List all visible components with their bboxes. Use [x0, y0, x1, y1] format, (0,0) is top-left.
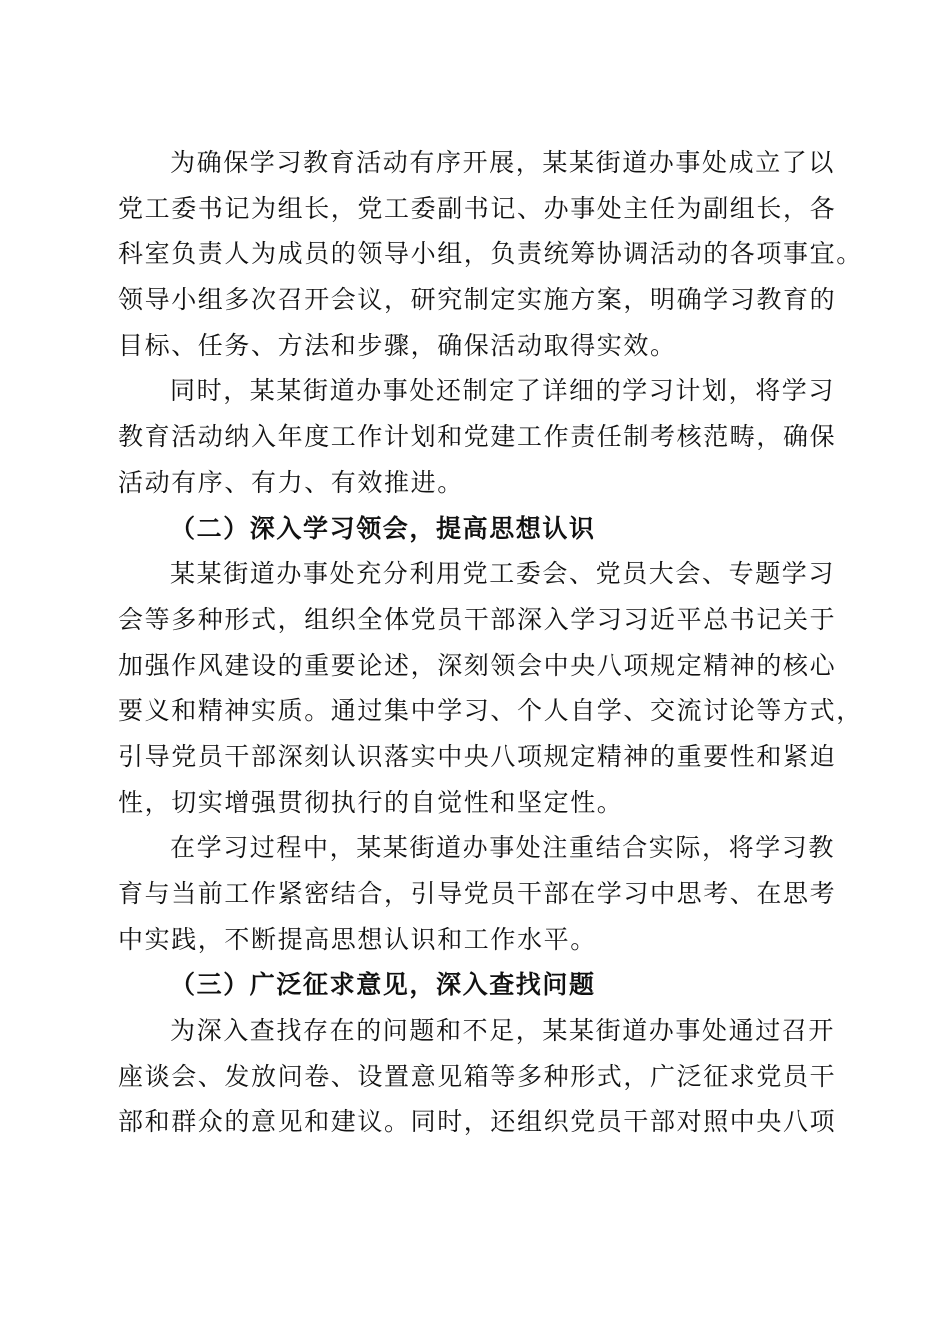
- paragraph-line: 要义和精神实质。通过集中学习、个人自学、交流讨论等方式，: [118, 696, 863, 726]
- paragraph-line: 育与当前工作紧密结合，引导党员干部在学习中思考、在思考: [118, 879, 837, 908]
- paragraph-line: 目标、任务、方法和步骤，确保活动取得实效。: [118, 330, 677, 360]
- paragraph-line: 会等多种形式，组织全体党员干部深入学习习近平总书记关于: [118, 604, 837, 634]
- paragraph-line: 中实践，不断提高思想认识和工作水平。: [118, 924, 597, 954]
- paragraph-line: 党工委书记为组长，党工委副书记、办事处主任为副组长，各: [118, 193, 837, 223]
- paragraph-line: 教育活动纳入年度工作计划和党建工作责任制考核范畴，确保: [118, 422, 837, 452]
- paragraph-line: 为深入查找存在的问题和不足，某某街道办事处通过召开: [170, 1016, 836, 1046]
- paragraph-line: 部和群众的意见和建议。同时，还组织党员干部对照中央八项: [118, 1107, 837, 1137]
- paragraph-line: 加强作风建设的重要论述，深刻领会中央八项规定精神的核心: [118, 650, 837, 680]
- paragraph-line: 为确保学习教育活动有序开展，某某街道办事处成立了以: [170, 148, 836, 177]
- paragraph-line: 活动有序、有力、有效推进。: [118, 467, 464, 497]
- paragraph-line: 在学习过程中，某某街道办事处注重结合实际，将学习教: [170, 833, 836, 863]
- section-heading: （二）深入学习领会，提高思想认识: [170, 513, 596, 543]
- paragraph-line: 同时，某某街道办事处还制定了详细的学习计划，将学习: [170, 376, 836, 406]
- document-body: [118, 140, 863, 1145]
- paragraph-line: 领导小组多次召开会议，研究制定实施方案，明确学习教育的: [118, 285, 837, 315]
- section-heading: （三）广泛征求意见，深入查找问题: [170, 970, 596, 1000]
- paragraph-line: 性，切实增强贯彻执行的自觉性和坚定性。: [118, 787, 624, 817]
- paragraph-line: 科室负责人为成员的领导小组，负责统筹协调活动的各项事宜。: [118, 239, 863, 269]
- paragraph-line: 引导党员干部深刻认识落实中央八项规定精神的重要性和紧迫: [118, 741, 837, 771]
- paragraph-line: 某某街道办事处充分利用党工委会、党员大会、专题学习: [170, 559, 836, 589]
- paragraph-line: 座谈会、发放问卷、设置意见箱等多种形式，广泛征求党员干: [118, 1061, 837, 1091]
